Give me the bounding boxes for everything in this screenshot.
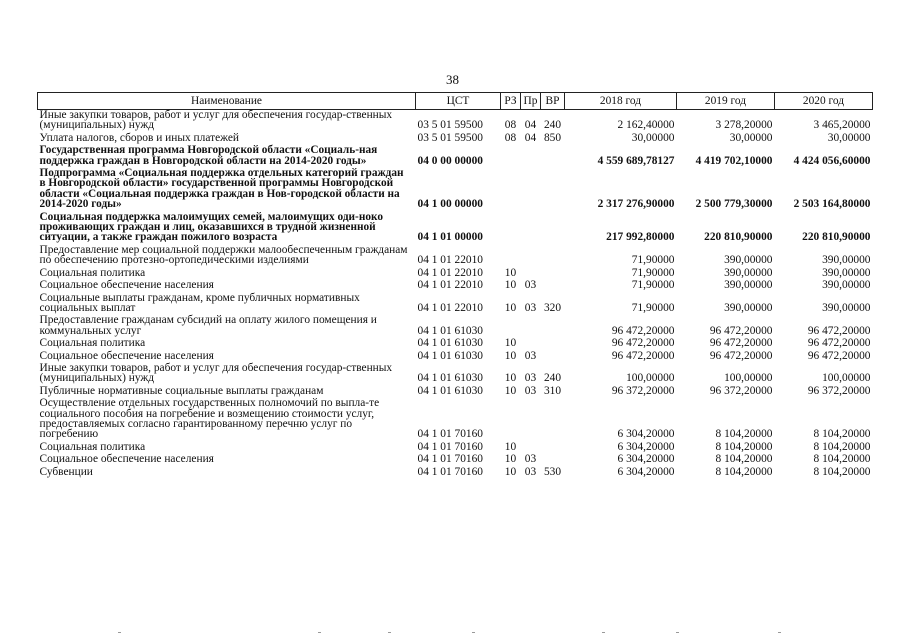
row-pr	[521, 440, 541, 452]
row-vr: 320	[543, 301, 562, 314]
row-value-2018: 6 304,20000	[617, 453, 675, 466]
scan-edge-marks	[0, 628, 905, 640]
row-value-2019: 8 104,20000	[715, 428, 773, 441]
row-value-2020: 96 472,20000	[807, 324, 871, 337]
row-value-2019: 96 472,20000	[709, 349, 773, 362]
table-row	[38, 452, 873, 464]
row-rz	[501, 143, 521, 166]
row-vr	[541, 243, 565, 266]
table-row	[38, 278, 873, 290]
row-value-2019: 390,00000	[724, 254, 773, 267]
row-value-2019: 8 104,20000	[715, 465, 773, 478]
header-rz: РЗ	[501, 93, 521, 110]
row-rz: 10	[504, 465, 517, 478]
row-name: Социальное обеспечение населения	[39, 279, 214, 292]
row-cst: 03 5 01 59500	[417, 131, 483, 144]
row-pr: 04	[524, 119, 537, 132]
row-cst: 04 1 01 70160	[417, 453, 483, 466]
table-row	[38, 465, 873, 477]
table-row	[38, 166, 873, 210]
row-value-2018: 71,90000	[631, 279, 675, 292]
row-rz: 10	[504, 337, 517, 350]
row-value-2019: 8 104,20000	[715, 440, 773, 453]
row-rz: 10	[504, 372, 517, 385]
table-row	[38, 210, 873, 243]
row-rz: 10	[504, 384, 517, 397]
row-name: Социальное обеспечение населения	[39, 349, 214, 362]
row-rz	[501, 396, 521, 440]
row-rz	[501, 210, 521, 243]
row-name: Уплата налогов, сборов и иных платежей	[39, 131, 239, 144]
row-rz	[501, 313, 521, 336]
table-row	[38, 336, 873, 348]
table-row	[38, 349, 873, 361]
row-pr: 03	[524, 384, 537, 397]
row-name: Иные закупки товаров, работ и услуг для обеспечения государ-ственных (муниципальных) нужд	[39, 361, 393, 385]
header-name: Наименование	[38, 93, 416, 110]
row-rz	[501, 166, 521, 210]
row-cst: 04 1 01 70160	[417, 440, 483, 453]
row-value-2020: 96 372,20000	[807, 384, 871, 397]
row-name: Социальное обеспечение населения	[39, 453, 214, 466]
row-value-2020: 96 472,20000	[807, 349, 871, 362]
row-pr	[521, 396, 541, 440]
row-cst: 04 1 01 61030	[417, 324, 483, 337]
row-name: Субвенции	[39, 465, 93, 478]
row-value-2019: 4 419 702,10000	[695, 154, 773, 167]
row-cst: 04 1 00 00000	[417, 198, 483, 211]
row-value-2018: 96 372,20000	[611, 384, 675, 397]
row-rz: 10	[504, 349, 517, 362]
row-value-2019: 3 278,20000	[715, 119, 773, 132]
row-rz: 10	[504, 301, 517, 314]
row-cst: 04 1 01 22010	[417, 301, 483, 314]
row-cst: 04 1 01 61030	[417, 349, 483, 362]
row-vr	[541, 266, 565, 278]
row-name: Предоставление мер социальной поддержки малообеспеченным гражданам по обеспечению протезно-ортопедическими изделиями	[39, 243, 408, 267]
row-value-2019: 8 104,20000	[715, 453, 773, 466]
row-pr	[521, 313, 541, 336]
row-value-2018: 6 304,20000	[617, 428, 675, 441]
row-name: Социальная поддержка малоимущих семей, малоимущих оди-ноко проживающих граждан и лиц, оказавшихся в трудной жизненной ситуации, а также граждан пожилого возраста	[39, 210, 383, 244]
row-rz: 08	[504, 131, 517, 144]
row-cst: 04 1 01 61030	[417, 337, 483, 350]
header-2019: 2019 год	[677, 93, 775, 110]
row-name: Осуществление отдельных государственных полномочий по выпла-те социального пособия на погребение и возмещению стоимости услуг, предоставляемых согласно гарантированному перечню услуг по погребению	[39, 397, 380, 441]
row-value-2018: 217 992,80000	[606, 231, 675, 244]
row-pr: 03	[524, 349, 537, 362]
row-cst: 04 1 01 70160	[417, 428, 483, 441]
row-value-2018: 96 472,20000	[611, 324, 675, 337]
row-value-2020: 8 104,20000	[813, 428, 871, 441]
row-value-2020: 100,00000	[822, 372, 871, 385]
header-vr: ВР	[541, 93, 565, 110]
row-value-2018: 96 472,20000	[611, 337, 675, 350]
table-row	[38, 440, 873, 452]
row-pr: 03	[524, 453, 537, 466]
row-rz: 10	[504, 266, 517, 279]
row-pr	[521, 166, 541, 210]
row-value-2020: 8 104,20000	[813, 453, 871, 466]
row-vr	[541, 336, 565, 348]
row-pr	[521, 336, 541, 348]
row-value-2020: 390,00000	[822, 266, 871, 279]
row-rz: 10	[504, 440, 517, 453]
row-cst: 04 0 00 00000	[417, 154, 483, 167]
row-rz: 10	[504, 279, 517, 292]
row-value-2018: 71,90000	[631, 254, 675, 267]
row-pr: 03	[524, 465, 537, 478]
row-pr	[521, 266, 541, 278]
table-row	[38, 396, 873, 440]
row-value-2020: 30,00000	[827, 131, 871, 144]
header-cst: ЦСТ	[416, 93, 501, 110]
row-cst: 04 1 01 61030	[417, 372, 483, 385]
row-value-2018: 100,00000	[626, 372, 675, 385]
row-cst: 04 1 01 22010	[417, 266, 483, 279]
row-vr: 310	[543, 384, 562, 397]
row-vr	[541, 440, 565, 452]
row-cst: 04 1 01 22010	[417, 254, 483, 267]
table-row	[38, 384, 873, 396]
row-vr	[541, 396, 565, 440]
row-pr: 03	[524, 372, 537, 385]
row-cst: 03 5 01 59500	[417, 119, 483, 132]
row-name: Социальная политика	[39, 266, 146, 279]
row-value-2018: 4 559 689,78127	[597, 154, 675, 167]
table-row	[38, 143, 873, 166]
row-name: Социальная политика	[39, 440, 146, 453]
row-value-2019: 96 472,20000	[709, 337, 773, 350]
row-value-2019: 220 810,90000	[704, 231, 773, 244]
row-value-2020: 3 465,20000	[813, 119, 871, 132]
row-pr	[521, 210, 541, 243]
row-value-2020: 390,00000	[822, 279, 871, 292]
row-value-2018: 71,90000	[631, 266, 675, 279]
row-value-2018: 2 317 276,90000	[597, 198, 675, 211]
row-vr	[541, 166, 565, 210]
row-name: Публичные нормативные социальные выплаты гражданам	[39, 384, 324, 397]
table-row	[38, 361, 873, 384]
row-pr: 03	[524, 279, 537, 292]
row-name: Социальные выплаты гражданам, кроме публичных нормативных социальных выплат	[39, 291, 360, 314]
row-rz: 08	[504, 119, 517, 132]
row-cst: 04 1 01 00000	[417, 231, 483, 244]
row-value-2019: 390,00000	[724, 266, 773, 279]
row-value-2018: 71,90000	[631, 301, 675, 314]
row-vr: 530	[543, 465, 562, 478]
row-value-2020: 4 424 056,60000	[793, 154, 871, 167]
row-value-2019: 100,00000	[724, 372, 773, 385]
row-value-2020: 220 810,90000	[802, 231, 871, 244]
page-number: 38	[446, 72, 459, 87]
row-value-2020: 2 503 164,80000	[793, 198, 871, 211]
row-rz: 10	[504, 453, 517, 466]
table-row	[38, 266, 873, 278]
header-2020: 2020 год	[775, 93, 873, 110]
row-rz	[501, 243, 521, 266]
table-row	[38, 243, 873, 266]
table-body	[38, 110, 873, 478]
row-value-2019: 96 472,20000	[709, 324, 773, 337]
header-pr: Пр	[521, 93, 541, 110]
row-value-2019: 96 372,20000	[709, 384, 773, 397]
table-row	[38, 291, 873, 314]
row-pr	[521, 243, 541, 266]
row-pr: 04	[524, 131, 537, 144]
row-value-2020: 8 104,20000	[813, 465, 871, 478]
row-cst: 04 1 01 22010	[417, 279, 483, 292]
budget-table	[37, 92, 873, 477]
row-value-2019: 390,00000	[724, 301, 773, 314]
row-value-2018: 6 304,20000	[617, 440, 675, 453]
row-pr: 03	[524, 301, 537, 314]
row-name: Подпрограмма «Социальная поддержка отдельных категорий граждан в Новгородской области» государственной программы Новгородской области «Социальная поддержка граждан в Нов-городской области на 2014-2020 годы»	[39, 167, 404, 211]
row-name: Государственная программа Новгородской области «Социаль-ная поддержка граждан в Новгородской области на 2014-2020 годы»	[39, 144, 378, 167]
row-pr	[521, 143, 541, 166]
header-2018: 2018 год	[565, 93, 677, 110]
row-value-2020: 8 104,20000	[813, 440, 871, 453]
table-header-row	[38, 93, 873, 110]
row-vr	[541, 143, 565, 166]
row-value-2019: 2 500 779,30000	[695, 198, 773, 211]
row-value-2018: 30,00000	[631, 131, 675, 144]
row-value-2020: 390,00000	[822, 301, 871, 314]
row-vr	[541, 210, 565, 243]
row-vr: 240	[543, 372, 562, 385]
row-value-2020: 390,00000	[822, 254, 871, 267]
row-value-2018: 2 162,40000	[617, 119, 675, 132]
row-vr	[541, 278, 565, 290]
row-vr	[541, 452, 565, 464]
table-row	[38, 131, 873, 143]
row-name: Социальная политика	[39, 337, 146, 350]
row-cst: 04 1 01 61030	[417, 384, 483, 397]
row-vr: 240	[543, 119, 562, 132]
row-value-2019: 30,00000	[729, 131, 773, 144]
row-value-2019: 390,00000	[724, 279, 773, 292]
row-cst: 04 1 01 70160	[417, 465, 483, 478]
table-row	[38, 110, 873, 131]
row-vr	[541, 313, 565, 336]
table-row	[38, 313, 873, 336]
row-name: Иные закупки товаров, работ и услуг для обеспечения государ-ственных (муниципальных) нужд	[39, 109, 393, 132]
row-value-2020: 96 472,20000	[807, 337, 871, 350]
row-vr	[541, 349, 565, 361]
row-value-2018: 6 304,20000	[617, 465, 675, 478]
row-value-2018: 96 472,20000	[611, 349, 675, 362]
row-name: Предоставление гражданам субсидий на оплату жилого помещения и коммунальных услуг	[39, 314, 377, 337]
row-vr: 850	[543, 131, 562, 144]
